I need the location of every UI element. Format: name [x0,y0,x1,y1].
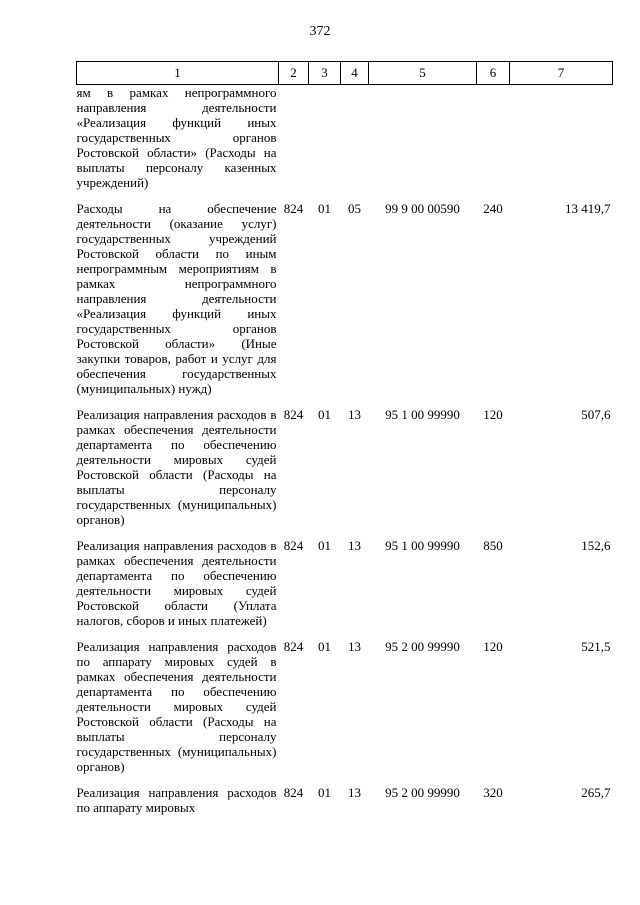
row-csr: 99 9 00 00590 [385,201,460,216]
row-ved: 824 [283,201,304,216]
row-ved: 824 [283,407,304,422]
table-header [77,62,613,85]
row-sum: 507,6 [581,407,611,422]
header-col-6: 6 [477,62,510,85]
row-description: Реализация направления расходов в рамках обеспечения деятельности департамента по обеспечению деятельности мировых судей Ростовской области (Расходы на выплаты персоналу государственных (муниципальных) органов) [76,407,277,527]
continuation-row [77,85,613,191]
budget-table [76,61,613,815]
row-pr: 13 [348,407,361,422]
row-pr: 13 [348,639,361,654]
row-rz: 01 [318,639,331,654]
table-row [77,201,613,396]
row-sum: 13 419,7 [565,201,611,216]
header-col-7: 7 [510,62,613,85]
row-rz: 01 [318,785,331,800]
table-row [77,538,613,628]
header-col-5: 5 [369,62,477,85]
table-row [77,639,613,774]
header-col-1: 1 [77,62,279,85]
row-vr: 120 [483,639,503,654]
row-sum: 152,6 [581,538,611,553]
row-ved: 824 [283,785,304,800]
header-col-4: 4 [341,62,369,85]
continuation-description: ям в рамках непрограммного направления деятельности «Реализация функций иных государственных органов Ростовской области» (Расходы на выплаты персоналу казенных учреждений) [76,85,277,190]
row-csr: 95 1 00 99990 [385,407,460,422]
table-row [77,785,613,815]
row-ved: 824 [283,639,304,654]
header-col-3: 3 [309,62,341,85]
row-description: Реализация направления расходов по аппарату мировых судей в рамках обеспечения деятельности департамента по обеспечению деятельности мировых судей Ростовской области (Расходы на выплаты персоналу государственных (муниципальных) органов) [76,639,277,774]
row-vr: 120 [483,407,503,422]
row-sum: 521,5 [581,639,611,654]
row-csr: 95 1 00 99990 [385,538,460,553]
row-description: Реализация направления расходов в рамках обеспечения деятельности департамента по обеспечению деятельности мировых судей Ростовской области (Уплата налогов, сборов и иных платежей) [76,538,277,628]
row-pr: 05 [348,201,361,216]
row-description: Реализация направления расходов по аппарату мировых [76,785,277,815]
row-vr: 320 [483,785,503,800]
table-body [77,85,613,816]
row-rz: 01 [318,201,331,216]
header-col-2: 2 [279,62,309,85]
row-pr: 13 [348,538,361,553]
row-ved: 824 [283,538,304,553]
page-number: 372 [309,24,331,39]
row-vr: 850 [483,538,503,553]
header-row [77,62,613,85]
row-rz: 01 [318,538,331,553]
row-vr: 240 [483,201,503,216]
table-row [77,407,613,527]
row-pr: 13 [348,785,361,800]
row-rz: 01 [318,407,331,422]
row-csr: 95 2 00 99990 [385,785,460,800]
row-sum: 265,7 [581,785,611,800]
row-description: Расходы на обеспечение деятельности (оказание услуг) государственных учреждений Ростовской области по иным непрограммным мероприятиям в рамках непрограммного направления деятельности «Реализация функций иных государственных органов Ростовской области» (Иные закупки товаров, работ и услуг для обеспечения государственных (муниципальных) нужд) [76,201,277,396]
row-csr: 95 2 00 99990 [385,639,460,654]
